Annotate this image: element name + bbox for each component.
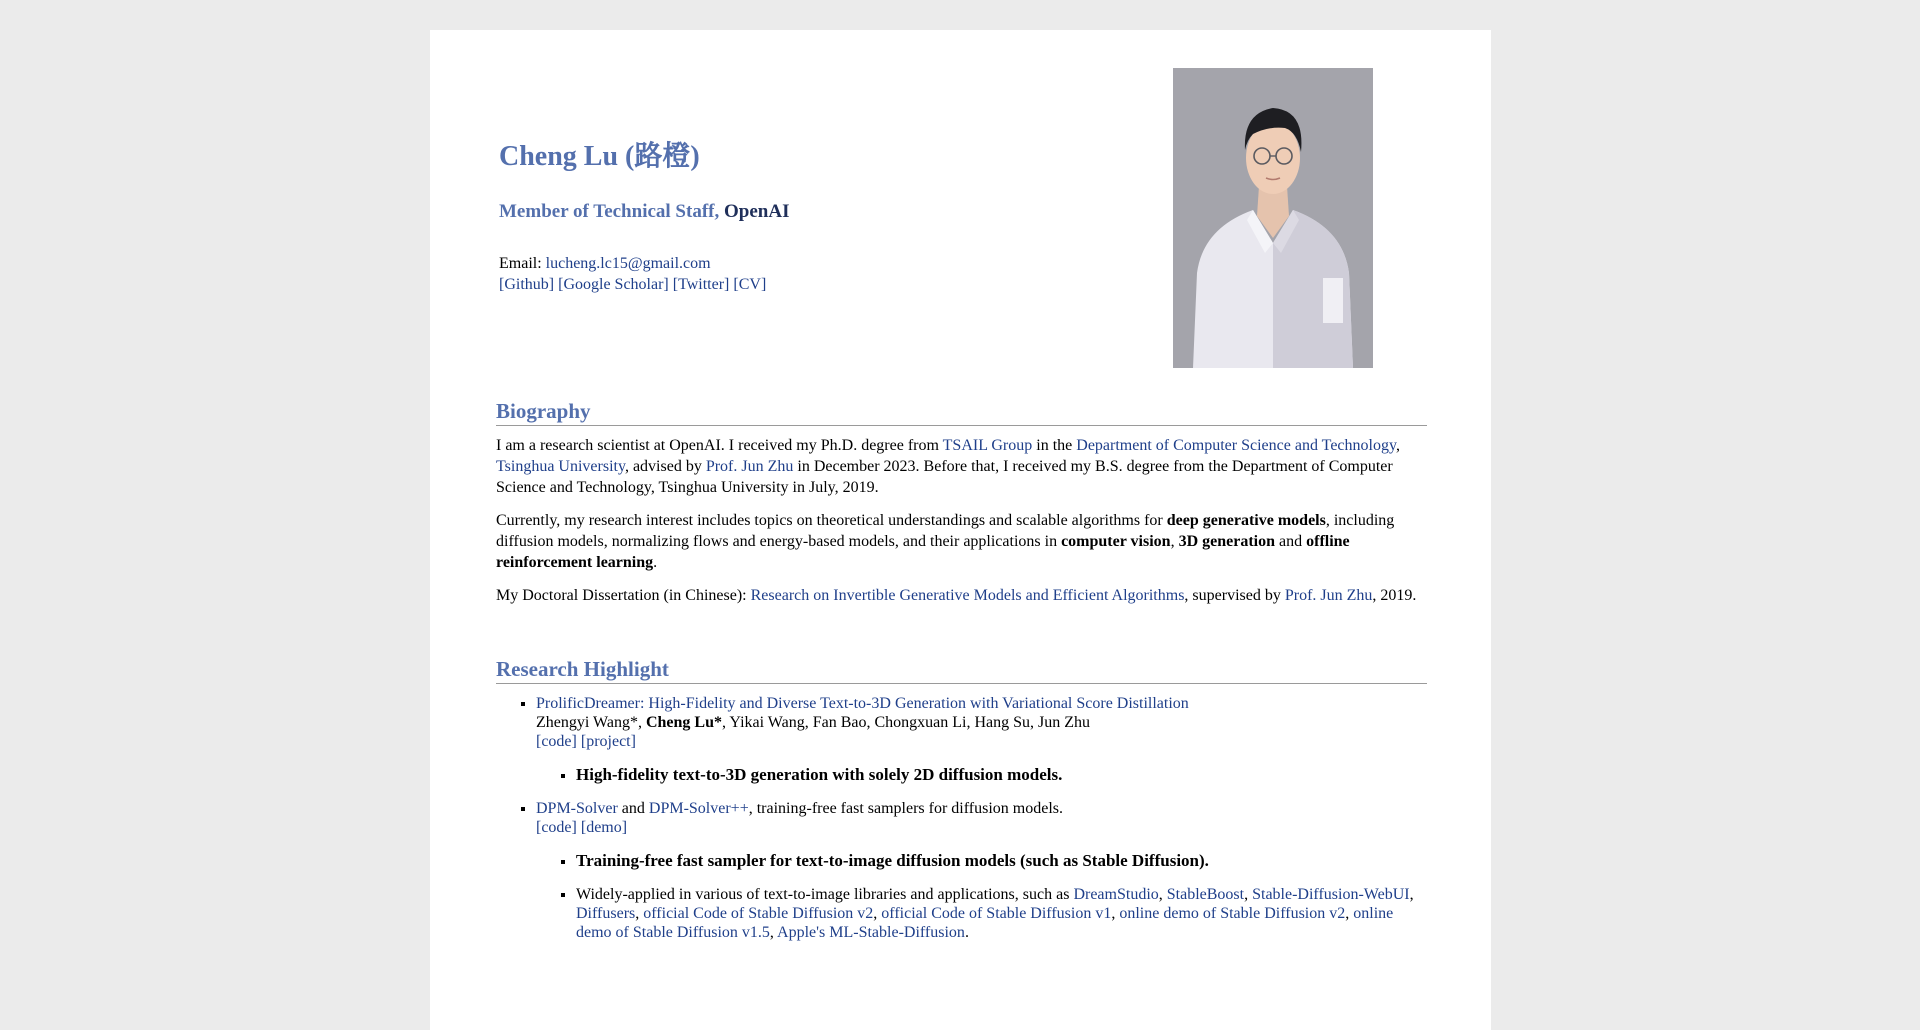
dpm-solver-link[interactable]: DPM-Solver (536, 800, 618, 817)
dpm-solver-pp-link[interactable]: DPM-Solver++ (648, 800, 749, 817)
bio-text: , advised by (624, 458, 706, 475)
app-link-sd-v1-code[interactable]: official Code of Stable Diffusion v1 (881, 905, 1112, 922)
app-link-webui[interactable]: Stable-Diffusion-WebUI (1252, 886, 1410, 903)
list-item (536, 694, 1427, 785)
prolificdreamer-link[interactable]: ProlificDreamer: High-Fidelity and Diverse Text-to-3D Generation with Variational Score Distillation (536, 695, 1189, 712)
item-text: Widely-applied in various of text-to-image libraries and applications, such as (576, 886, 1074, 903)
bio-text: My Doctoral Dissertation (in Chinese): (496, 587, 751, 604)
bio-text: , 2019. (1372, 587, 1417, 604)
bio-emphasis: computer vision (1061, 533, 1171, 550)
biography-section (496, 398, 1427, 618)
bio-paragraph-2 (496, 510, 1427, 573)
page-card (430, 30, 1491, 1030)
twitter-link[interactable]: [Twitter] (672, 276, 730, 293)
item-text: , training-free fast samplers for diffusion models. (748, 800, 1064, 817)
list-item (536, 799, 1427, 942)
bio-paragraph-3 (496, 585, 1427, 606)
demo-link[interactable]: [demo] (580, 819, 628, 836)
email-link[interactable]: lucheng.lc15@gmail.com (545, 255, 711, 272)
app-link-apple-ml-sd[interactable]: Apple's ML-Stable-Diffusion (777, 924, 965, 941)
bio-text: . (653, 554, 658, 571)
job-title (499, 201, 789, 223)
profile-photo (1173, 68, 1373, 368)
advisor-link[interactable]: Prof. Jun Zhu (705, 458, 794, 475)
highlight-list (496, 694, 1427, 942)
tsail-group-link[interactable]: TSAIL Group (942, 437, 1033, 454)
research-highlight-heading: Research Highlight (496, 656, 1427, 684)
app-link-stableboost[interactable]: StableBoost (1166, 886, 1245, 903)
bio-text: , including diffusion models, normalizing flows and energy-based models, and their applications in (496, 512, 1395, 550)
bio-text: and (1275, 533, 1307, 550)
bio-text: , (1395, 437, 1400, 454)
email-label: Email: (499, 255, 542, 272)
app-link-dreamstudio[interactable]: DreamStudio (1073, 886, 1159, 903)
bio-text: Currently, my research interest includes topics on theoretical understandings and scalable algorithms for (496, 512, 1167, 529)
supervisor-link[interactable]: Prof. Jun Zhu (1284, 587, 1373, 604)
list-item: ▪ Widely-applied in various of text-to-image libraries and applications, such as DreamStudio, StableBoost, Stable-Diffusion-WebUI, Diffusers, official Code of Stable Diffusion v2, official Code of Stable Diffusion v1, online demo of Stable Diffusion v2, online demo of Stable Diffusion v1.5, Apple's ML-Stable-Diffusion. (576, 885, 1427, 942)
bio-emphasis: deep generative models (1166, 512, 1326, 529)
research-highlight-section (496, 656, 1427, 956)
authors-text: Zhengyi Wang*, (536, 714, 646, 731)
biography-heading: Biography (496, 398, 1427, 426)
portrait-illustration (1173, 68, 1373, 368)
project-link[interactable]: [project] (580, 733, 636, 750)
code-link[interactable]: [code] (536, 733, 577, 750)
app-link-sd-v2-demo[interactable]: online demo of Stable Diffusion v2 (1119, 905, 1346, 922)
highlight-point: High-fidelity text-to-3D generation with solely 2D diffusion models. (576, 765, 1063, 784)
bio-emphasis: 3D generation (1178, 533, 1275, 550)
page-title: Cheng Lu (路橙) (499, 141, 700, 172)
list-item (576, 851, 1427, 871)
github-link[interactable]: [Github] (499, 276, 555, 293)
bio-text: in the (1032, 437, 1077, 454)
google-scholar-link[interactable]: [Google Scholar] (558, 276, 669, 293)
role-label: Member of Technical Staff, (499, 201, 720, 222)
bio-paragraph-1 (496, 435, 1427, 498)
department-link[interactable]: Department of Computer Science and Technology (1076, 437, 1396, 454)
tsinghua-link[interactable]: Tsinghua University (496, 458, 625, 475)
code-link[interactable]: [code] (536, 819, 577, 836)
list-item (576, 765, 1427, 785)
bio-text: , supervised by (1184, 587, 1285, 604)
contact-info (499, 253, 766, 295)
bio-text: , (1170, 533, 1179, 550)
item-text: and (617, 800, 649, 817)
sub-list (536, 851, 1427, 942)
app-link-diffusers[interactable]: Diffusers (576, 905, 636, 922)
authors-text: , Yikai Wang, Fan Bao, Chongxuan Li, Hang Su, Jun Zhu (721, 714, 1091, 731)
highlight-point: Training-free fast sampler for text-to-image diffusion models (such as Stable Diffusion). (576, 851, 1209, 870)
dissertation-link[interactable]: Research on Invertible Generative Models and Efficient Algorithms (750, 587, 1185, 604)
app-link-sd-v2-code[interactable]: official Code of Stable Diffusion v2 (643, 905, 874, 922)
bio-text: I am a research scientist at OpenAI. I received my Ph.D. degree from (496, 437, 943, 454)
org-name: OpenAI (724, 201, 790, 222)
cv-link[interactable]: [CV] (733, 276, 767, 293)
bio-text: in December 2023. Before that, I received my B.S. degree from the Department of Computer Science and Technology, Tsinghua University in July, 2019. (496, 458, 1393, 496)
app-link-sd-v15-demo[interactable]: online demo of Stable Diffusion v1.5 (576, 905, 1394, 941)
bio-emphasis: offline reinforcement learning (496, 533, 1350, 571)
sub-list (536, 765, 1427, 785)
author-self: Cheng Lu* (645, 714, 722, 731)
